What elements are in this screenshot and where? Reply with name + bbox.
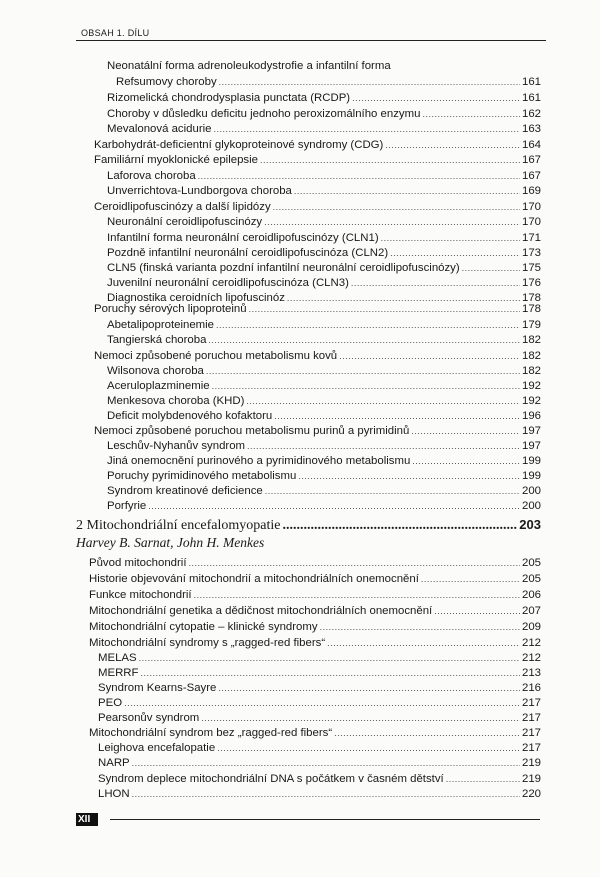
toc-entry-title: Menkesova choroba (KHD) <box>107 395 245 407</box>
toc-entry <box>94 201 541 214</box>
leader-dots <box>327 637 520 650</box>
footer-rule <box>110 819 540 820</box>
toc-entry <box>107 365 541 378</box>
toc-entry-title: LHON <box>98 788 130 800</box>
leader-dots <box>294 185 520 198</box>
toc-entry <box>107 185 541 198</box>
toc-entry <box>107 485 541 498</box>
toc-entry <box>94 139 541 152</box>
toc-entry-page: 161 <box>521 76 541 88</box>
toc-entry-title: Porfyrie <box>107 500 147 512</box>
toc-entry-page: 207 <box>521 605 541 617</box>
chapter-heading <box>76 517 541 534</box>
toc-entry-page: 217 <box>521 712 541 724</box>
toc-entry-page: 217 <box>521 727 541 739</box>
leader-dots <box>265 485 520 498</box>
toc-entry-title: Poruchy pyrimidinového metabolismu <box>107 470 297 482</box>
toc-entry-title: Unverrichtova-Lundborgova choroba <box>107 185 292 197</box>
toc-entry-title: Mevalonová acidurie <box>107 123 212 135</box>
toc-entry <box>94 350 541 363</box>
leader-dots <box>446 773 520 786</box>
chapter-leader-dots <box>283 518 518 534</box>
toc-entry-title: Nemoci způsobené poruchou metabolismu kovů <box>94 350 338 362</box>
leader-dots <box>390 247 520 260</box>
toc-entry-title: Abetalipoproteinemie <box>107 319 215 331</box>
toc-entry-title: NARP <box>98 757 130 769</box>
toc-entry <box>107 216 541 229</box>
toc-entry <box>89 637 541 650</box>
toc-entry <box>107 92 541 105</box>
leader-dots <box>411 425 520 438</box>
leader-dots <box>434 605 520 618</box>
toc-entry-page: 219 <box>521 773 541 785</box>
toc-entry-page: 206 <box>521 589 541 601</box>
toc-entry-page: 213 <box>521 667 541 679</box>
toc-entry-title: Infantilní forma neuronální ceroidlipofuscinózy (CLN1) <box>107 232 379 244</box>
toc-entry-title: Pozdně infantilní neuronální ceroidlipofuscinóza (CLN2) <box>107 247 389 259</box>
toc-entry-page: 163 <box>521 123 541 135</box>
leader-dots <box>264 216 520 229</box>
toc-entry-page: 173 <box>521 247 541 259</box>
toc-entry <box>107 247 541 260</box>
toc-entry-title: Leighova encefalopatie <box>98 742 216 754</box>
leader-dots <box>208 334 520 347</box>
toc-entry <box>94 425 541 438</box>
leader-dots <box>421 573 520 586</box>
toc-entry-page: 179 <box>521 319 541 331</box>
toc-entry-title: Refsumovy choroby <box>116 76 217 88</box>
toc-entry-page: 167 <box>521 170 541 182</box>
leader-dots <box>189 557 520 570</box>
leader-dots <box>422 108 520 121</box>
leader-dots <box>124 697 520 710</box>
toc-entry <box>107 319 541 332</box>
toc-entry-title: Jiná onemocnění purinového a pyrimidinového metabolismu <box>107 455 411 467</box>
toc-entry-page: 170 <box>521 216 541 228</box>
toc-entry-page: 161 <box>521 92 541 104</box>
toc-entry <box>94 303 541 316</box>
toc-entry-page: 212 <box>521 637 541 649</box>
toc-entry-title: Mitochondriální cytopatie – klinické syndromy <box>89 621 318 633</box>
toc-entry-title: Karbohydrát-deficientní glykoproteinové syndromy (CDG) <box>94 139 384 151</box>
toc-entry-title: Wilsonova choroba <box>107 365 204 377</box>
toc-entry-title: Syndrom kreatinové deficience <box>107 485 263 497</box>
leader-dots <box>219 76 520 89</box>
leader-dots <box>132 788 520 801</box>
toc-entry-page: 164 <box>521 139 541 151</box>
toc-entry-title: Funkce mitochondrií <box>89 589 192 601</box>
toc-entry-page: 182 <box>521 334 541 346</box>
leader-dots <box>260 154 520 167</box>
toc-entry-page: 220 <box>521 788 541 800</box>
toc-entry-title: Aceruloplazminemie <box>107 380 210 392</box>
toc-entry-title: Pearsonův syndrom <box>98 712 200 724</box>
leader-dots <box>217 742 520 755</box>
toc-entry <box>107 123 541 136</box>
toc-entry <box>98 682 541 695</box>
toc-entry <box>98 742 541 755</box>
toc-entry-page: 196 <box>521 410 541 422</box>
toc-entry-page: 171 <box>521 232 541 244</box>
chapter-authors: Harvey B. Sarnat, John H. Menkes <box>76 535 265 550</box>
toc-entry-page: 199 <box>521 455 541 467</box>
toc-entry-page: 216 <box>521 682 541 694</box>
toc-entry-title: Diagnostika ceroidních lipofuscinóz <box>107 292 285 304</box>
chapter-page: 203 <box>519 517 541 532</box>
leader-dots <box>201 712 520 725</box>
toc-entry <box>98 773 541 786</box>
toc-entry-title: MERRF <box>98 667 139 679</box>
toc-entry-page: 162 <box>521 108 541 120</box>
leader-dots <box>274 410 520 423</box>
toc-entry <box>107 500 541 513</box>
toc-entry <box>98 697 541 710</box>
running-head: OBSAH 1. DÍLU <box>81 28 150 38</box>
toc-entry-title: Neuronální ceroidlipofuscinózy <box>107 216 263 228</box>
toc-entry <box>89 557 541 570</box>
leader-dots <box>249 303 520 316</box>
toc-entry-page: 169 <box>521 185 541 197</box>
page-folio: XII <box>76 813 98 826</box>
toc-entry-title: Mitochondriální syndrom bez „ragged-red fibers“ <box>89 727 333 739</box>
toc-entry-title: Mitochondriální syndromy s „ragged-red fibers“ <box>89 637 326 649</box>
toc-entry-page: 176 <box>521 277 541 289</box>
toc-entry <box>107 395 541 408</box>
toc-entry <box>89 727 541 740</box>
toc-entry <box>89 621 541 634</box>
chapter-title: 2 Mitochondriální encefalomyopatie <box>76 518 281 533</box>
leader-dots <box>216 319 520 332</box>
toc-entry-page: 197 <box>521 425 541 437</box>
leader-dots <box>462 262 520 275</box>
toc-entry <box>107 410 541 423</box>
toc-entry <box>107 108 541 121</box>
toc-entry <box>107 380 541 393</box>
toc-entry-page: 200 <box>521 500 541 512</box>
toc-entry <box>98 788 541 801</box>
toc-entry-page: 178 <box>521 303 541 315</box>
toc-entry <box>98 667 541 680</box>
toc-entry-page: 182 <box>521 350 541 362</box>
toc-entry <box>107 262 541 275</box>
toc-entry-page: 178 <box>521 292 541 304</box>
leader-dots <box>351 277 520 290</box>
toc-entry-page: 200 <box>521 485 541 497</box>
leader-dots <box>273 201 520 214</box>
toc-entry-title: Familiární myoklonické epilepsie <box>94 154 258 166</box>
leader-dots <box>246 395 520 408</box>
toc-entry-title: Historie objevování mitochondrií a mitochondriálních onemocnění <box>89 573 419 585</box>
toc-entry-page: 219 <box>521 757 541 769</box>
toc-entry-page: 192 <box>521 380 541 392</box>
toc-entry <box>89 605 541 618</box>
toc-entry <box>107 334 541 347</box>
toc-entry <box>98 757 541 770</box>
toc-entry-page: 197 <box>521 440 541 452</box>
header-rule <box>76 40 546 41</box>
leader-dots <box>218 682 520 695</box>
toc-entry-title: Deficit molybdenového kofaktoru <box>107 410 273 422</box>
toc-entry-title: Laforova choroba <box>107 170 196 182</box>
toc-entry-title: Původ mitochondrií <box>89 557 187 569</box>
leader-dots <box>148 500 520 513</box>
toc-entry-title: Mitochondriální genetika a dědičnost mitochondriálních onemocnění <box>89 605 433 617</box>
leader-dots <box>385 139 520 152</box>
toc-entry-page: 192 <box>521 395 541 407</box>
toc-entry-title: Rizomelická chondrodysplasia punctata (RCDP) <box>107 92 351 104</box>
leader-dots <box>320 621 520 634</box>
leader-dots <box>198 170 520 183</box>
toc-entry-title: CLN5 (finská varianta pozdní infantilní neuronální ceroidlipofuscinózy) <box>107 262 460 274</box>
leader-dots <box>194 589 520 602</box>
toc-entry <box>98 652 541 665</box>
leader-dots <box>132 757 520 770</box>
toc-entry-page: 209 <box>521 621 541 633</box>
toc-entry-title: Neonatální forma adrenoleukodystrofie a infantilní forma <box>107 60 391 72</box>
toc-entry <box>107 60 541 73</box>
toc-entry-title: Nemoci způsobené poruchou metabolismu purinů a pyrimidinů <box>94 425 410 437</box>
leader-dots <box>139 652 520 665</box>
leader-dots <box>339 350 520 363</box>
toc-entry-page: 217 <box>521 742 541 754</box>
toc-entry <box>107 170 541 183</box>
toc-entry-title: Poruchy sérových lipoproteinů <box>94 303 247 315</box>
toc-entry-page: 205 <box>521 573 541 585</box>
toc-entry-title: Syndrom Kearns-Sayre <box>98 682 217 694</box>
toc-entry <box>89 573 541 586</box>
toc-entry-page: 217 <box>521 697 541 709</box>
toc-entry-title: PEO <box>98 697 123 709</box>
leader-dots <box>381 232 520 245</box>
toc-entry <box>107 440 541 453</box>
toc-entry-page: 175 <box>521 262 541 274</box>
toc-entry-title: MELAS <box>98 652 137 664</box>
toc-entry-page: 170 <box>521 201 541 213</box>
toc-entry <box>116 76 541 89</box>
toc-entry-title: Juvenilní neuronální ceroidlipofuscinóza (CLN3) <box>107 277 349 289</box>
leader-dots <box>247 440 520 453</box>
toc-entry-page: 182 <box>521 365 541 377</box>
toc-entry-title: Syndrom deplece mitochondriální DNA s počátkem v časném dětství <box>98 773 444 785</box>
leader-dots <box>298 470 520 483</box>
toc-entry <box>107 470 541 483</box>
leader-dots <box>206 365 520 378</box>
toc-entry-title: Leschův-Nyhanův syndrom <box>107 440 246 452</box>
leader-dots <box>213 123 520 136</box>
leader-dots <box>334 727 520 740</box>
toc-entry-title: Choroby v důsledku deficitu jednoho peroxizomálního enzymu <box>107 108 421 120</box>
toc-entry-page: 199 <box>521 470 541 482</box>
toc-entry-title: Ceroidlipofuscinózy a další lipidózy <box>94 201 271 213</box>
leader-dots <box>352 92 520 105</box>
toc-entry <box>107 455 541 468</box>
leader-dots <box>212 380 520 393</box>
toc-entry <box>89 589 541 602</box>
toc-entry <box>107 232 541 245</box>
toc-entry-page: 167 <box>521 154 541 166</box>
leader-dots <box>141 667 520 680</box>
toc-entry-title: Tangierská choroba <box>107 334 207 346</box>
toc-entry <box>98 712 541 725</box>
toc-entry-page: 205 <box>521 557 541 569</box>
leader-dots <box>412 455 520 468</box>
toc-entry-page: 212 <box>521 652 541 664</box>
toc-entry <box>107 277 541 290</box>
toc-entry <box>94 154 541 167</box>
